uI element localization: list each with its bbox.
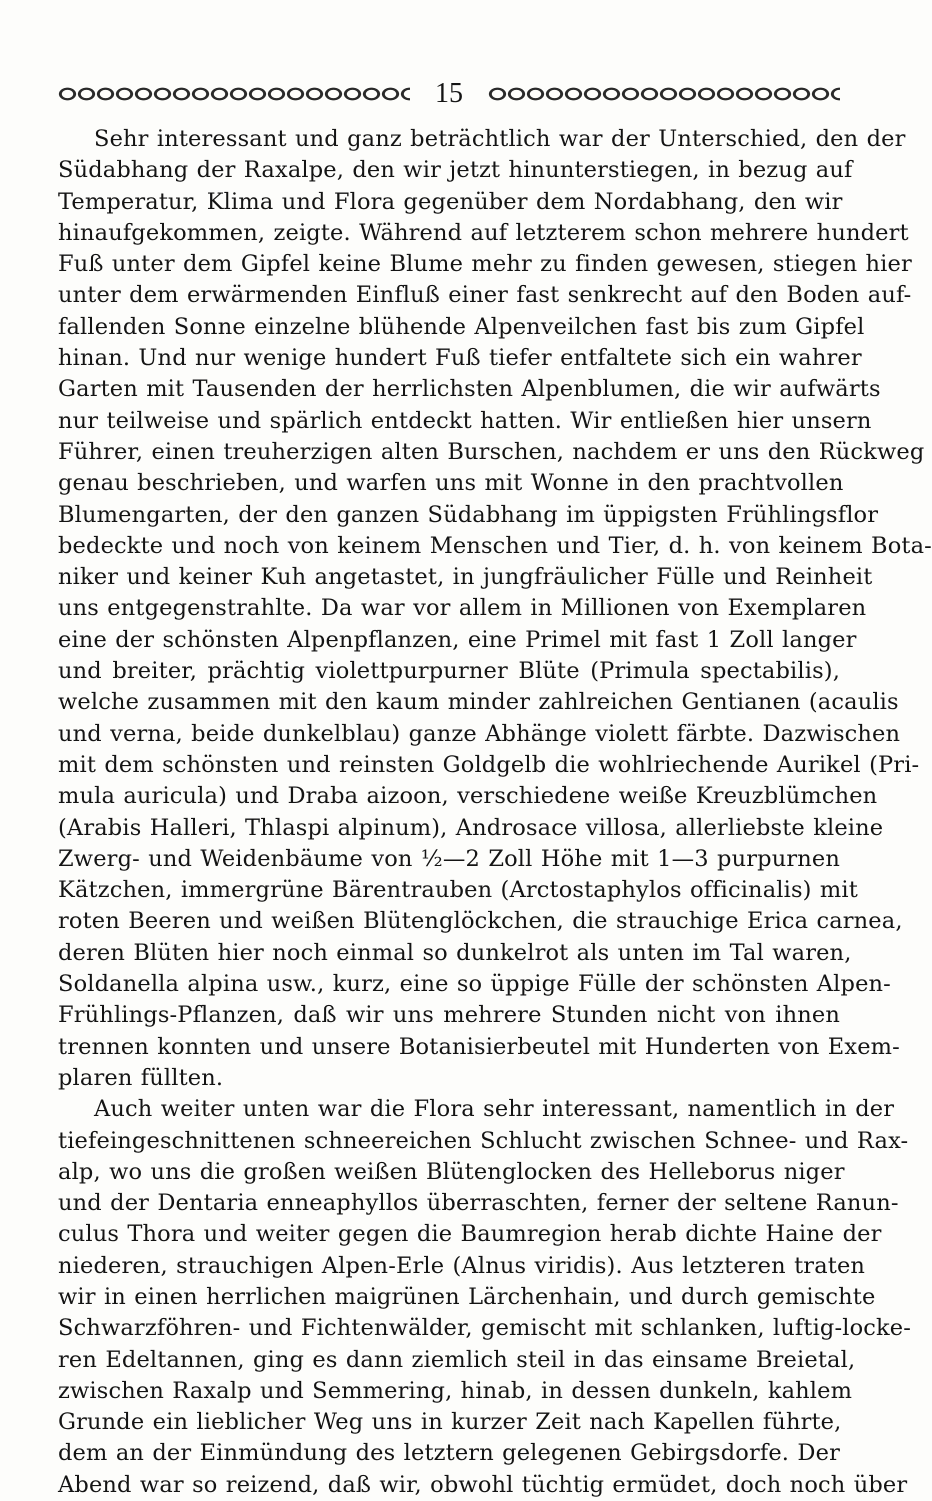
text-line: tiefeingeschnittenen schneereichen Schlucht zwischen Schnee- und Rax- xyxy=(58,1127,909,1154)
text-line: und der Dentaria enneaphyllos überraschten, ferner der seltene Ranun- xyxy=(58,1190,899,1217)
page-header xyxy=(58,76,840,112)
text-line: Sehr interessant und ganz beträchtlich war der Unterschied, den der xyxy=(94,126,906,152)
text-line: niederen, strauchigen Alpen-Erle (Alnus viridis). Aus letzteren traten xyxy=(58,1252,866,1279)
text-line: Abend war so reizend, daß wir, obwohl tüchtig ermüdet, doch noch über xyxy=(58,1471,908,1498)
text-line: und verna, beide dunkelblau) ganze Abhänge violett färbte. Dazwischen xyxy=(58,720,901,747)
text-line: mula auricula) und Draba aizoon, verschiedene weiße Kreuzblümchen xyxy=(58,783,878,810)
text-line: Fuß unter dem Gipfel keine Blume mehr zu finden gewesen, stiegen hier xyxy=(58,251,912,278)
text-line: Frühlings-Pflanzen, daß wir uns mehrere Stunden nicht von ihnen xyxy=(58,1002,840,1029)
text-line: Schwarzföhren- und Fichtenwälder, gemischt mit schlanken, luftig-locke- xyxy=(58,1315,912,1342)
text-line: Grunde ein lieblicher Weg uns in kurzer Zeit nach Kapellen führte, xyxy=(58,1409,842,1436)
text-line: Kätzchen, immergrüne Bärentrauben (Arctostaphylos officinalis) mit xyxy=(58,877,858,904)
text-line: Zwerg- und Weidenbäume von ½—2 Zoll Höhe mit 1—3 purpurnen xyxy=(58,845,840,872)
text-line: culus Thora und weiter gegen die Baumregion herab dichte Haine der xyxy=(58,1221,882,1248)
text-line: Auch weiter unten war die Flora sehr interessant, namentlich in der xyxy=(94,1096,895,1123)
text-line: und breiter, prächtig violettpurpurner Blüte (Primula spectabilis), xyxy=(58,658,840,685)
text-line: eine der schönsten Alpenpflanzen, eine Primel mit fast 1 Zoll langer xyxy=(58,626,857,653)
text-line: wir in einen herrlichen maigrünen Lärchenhain, und durch gemischte xyxy=(58,1283,876,1310)
text-line: Südabhang der Raxalpe, den wir jetzt hinunterstiegen, in bezug auf xyxy=(58,157,853,184)
text-line: fallenden Sonne einzelne blühende Alpenveilchen fast bis zum Gipfel xyxy=(58,313,865,340)
text-line: (Arabis Halleri, Thlaspi alpinum), Androsace villosa, allerliebste kleine xyxy=(58,814,884,841)
body-text xyxy=(58,124,932,1501)
text-line: plaren füllten. xyxy=(58,1064,224,1091)
page-number: 15 xyxy=(435,78,463,109)
text-line: Führer, einen treuherzigen alten Burschen, nachdem er uns den Rückweg xyxy=(58,438,925,465)
text-line: Blumengarten, der den ganzen Südabhang im üppigsten Frühlingsflor xyxy=(58,501,879,528)
ornament-left xyxy=(58,86,410,102)
text-line: Soldanella alpina usw., kurz, eine so üppige Fülle der schönsten Alpen- xyxy=(58,971,891,998)
text-line: niker und keiner Kuh angetastet, in jungfräulicher Fülle und Reinheit xyxy=(58,564,873,591)
text-line: unter dem erwärmenden Einfluß einer fast senkrecht auf den Boden auf- xyxy=(58,282,912,309)
text-line: trennen konnten und unsere Botanisierbeutel mit Hunderten von Exem- xyxy=(58,1033,900,1060)
text-line: deren Blüten hier noch einmal so dunkelrot als unten im Tal waren, xyxy=(58,939,852,966)
text-line: dem an der Einmündung des letztern gelegenen Gebirgsdorfe. Der xyxy=(58,1440,840,1467)
text-line: hinan. Und nur wenige hundert Fuß tiefer entfaltete sich ein wahrer xyxy=(58,345,862,372)
text-line: zwischen Raxalp und Semmering, hinab, in dessen dunkeln, kahlem xyxy=(58,1377,853,1404)
text-line: hinaufgekommen, zeigte. Während auf letzterem schon mehrere hundert xyxy=(58,219,909,246)
text-line: alp, wo uns die großen weißen Blütenglocken des Helleborus niger xyxy=(58,1158,845,1185)
text-line: bedeckte und noch von keinem Menschen und Tier, d. h. von keinem Bota- xyxy=(58,532,932,559)
text-line: Temperatur, Klima und Flora gegenüber dem Nordabhang, den wir xyxy=(58,188,843,215)
text-line: welche zusammen mit den kaum minder zahlreichen Gentianen (acaulis xyxy=(58,689,899,716)
ornament-right xyxy=(488,86,840,102)
text-line: nur teilweise und spärlich entdeckt hatten. Wir entließen hier unsern xyxy=(58,407,872,434)
text-line: roten Beeren und weißen Blütenglöckchen, die strauchige Erica carnea, xyxy=(58,908,903,935)
text-line: ren Edeltannen, ging es dann ziemlich steil in das einsame Breietal, xyxy=(58,1346,856,1373)
text-line: uns entgegenstrahlte. Da war vor allem in Millionen von Exemplaren xyxy=(58,595,867,622)
text-line: Garten mit Tausenden der herrlichsten Alpenblumen, die wir aufwärts xyxy=(58,376,881,403)
text-line: mit dem schönsten und reinsten Goldgelb die wohlriechende Aurikel (Pri- xyxy=(58,751,920,778)
text-line: genau beschrieben, und warfen uns mit Wonne in den prachtvollen xyxy=(58,470,844,497)
